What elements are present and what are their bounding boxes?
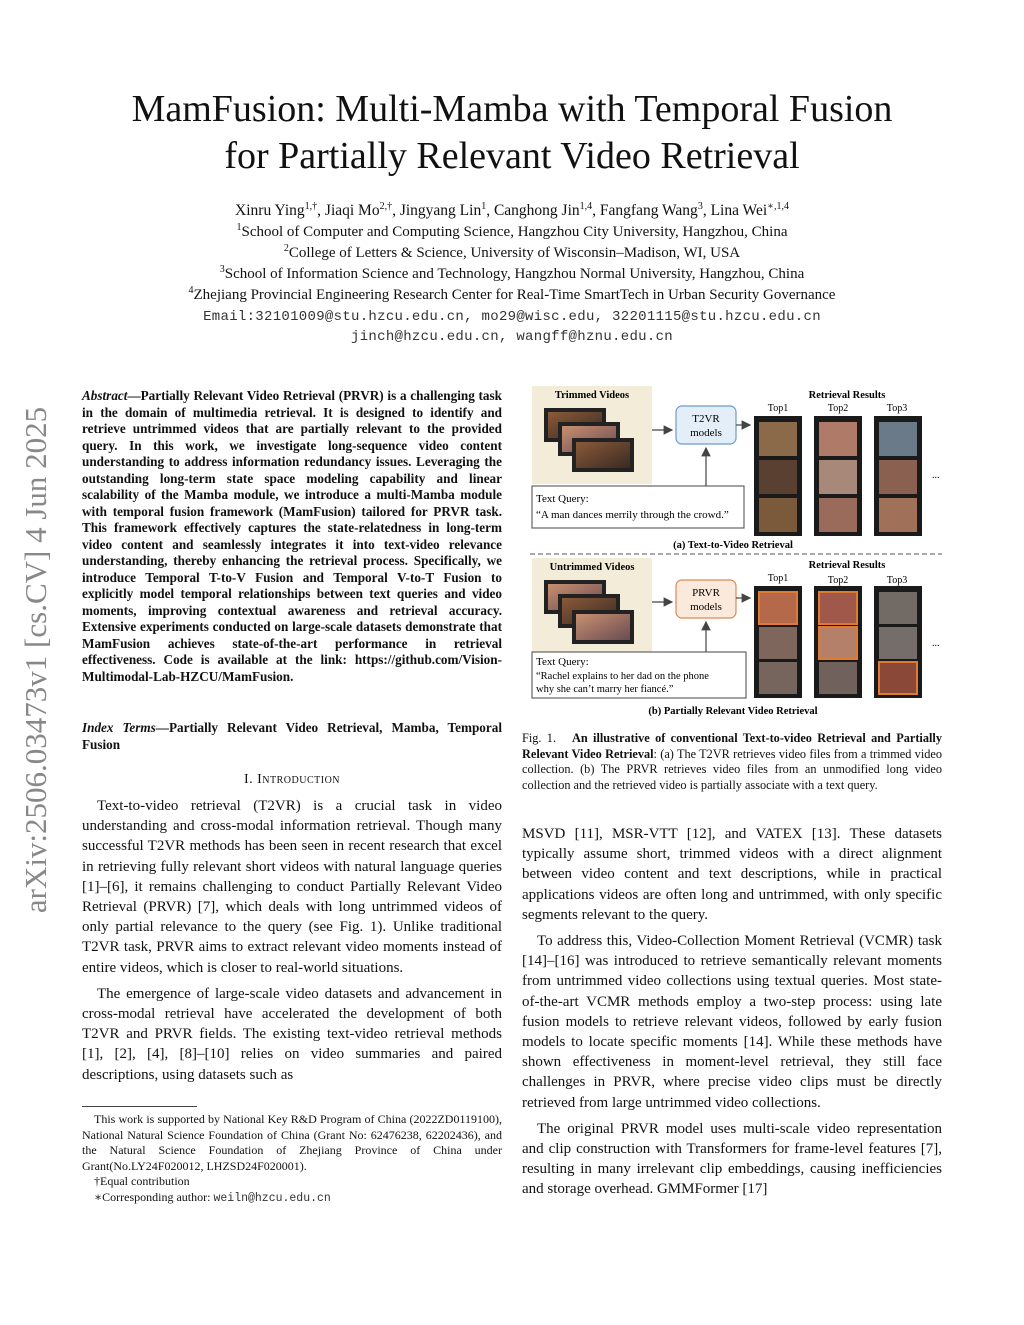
affiliation-3: $^3$School of Information Science and Technology, Hangzhou Normal University, Hangzhou, China [219, 264, 805, 282]
svg-text:Text Query:: Text Query: [536, 656, 589, 668]
corresponding-email: weiln@hzcu.edu.cn [213, 1191, 331, 1205]
top3-label-a: Top3 [886, 403, 908, 414]
author-list: Xinru Ying$^{1,\dagger}$, Jiaqi $Mo^{2,\dagger}$, Jingyang Lin$^1$, Canghong Jin$^{1,4}$, Fangfang Wang$^3$, Lina Wei$^{∗,1,4}$ [235, 201, 789, 219]
figure-1 [522, 380, 944, 720]
paragraph: Text-to-video retrieval (T2VR) is a crucial task in video understanding and cross-modal information retrieval. Though many successful T2VR methods has been seen in recent research that excel in retrieving fully relevant short videos with natural language queries [1]–[6], it remains challenging to conduct Partially Relevant Video Retrieval (PRVR) [7], which deals with long untrimmed videos of only partial relevance to the query (see Fig. 1). Unlike traditional T2VR task, PRVR aims to extract relevant video moments instead of entire videos, which is closer to real-world situations. [82, 798, 502, 976]
section-heading: I. Introduction [243, 772, 341, 787]
title-line-2: for Partially Relevant Video Retrieval [224, 135, 800, 177]
title-line-1: MamFusion: Multi-Mamba with Temporal Fusion [131, 88, 893, 130]
footnotes [82, 1112, 502, 1206]
paragraph: To address this, Video-Collection Moment Retrieval (VCMR) task [14]–[16] was introduced to retrieve semantically relevant moments from untrimmed video collections using textual queries. Most state-of-the-art VCMR methods employ a two-step process: using late fusion models to retrieve relevant videos, followed by early fusion models to locate specific moments [14]. While these methods have shown effectiveness in moment-level retrieval, they still face challenges in PRVR, where precise video clips must be directly retrieved from large untrimmed video collections. [522, 933, 942, 1111]
retrieval-results-label-b: Retrieval Results [808, 560, 886, 571]
right-column-body [522, 824, 942, 1206]
author: Canghong Jin$^{1,4}$ [493, 201, 593, 219]
paper-title [0, 86, 1024, 180]
trimmed-videos-label: Trimmed Videos [554, 390, 630, 401]
abstract [82, 388, 502, 685]
funding-note: This work is supported by National Key R&D Program of China (2022ZD0119100), National Natural Science Foundation of China (Grant No: 62476238, 62202436), and the Natural Science Foundation of Zhejiang Province of China under Grant(No.LY24F020012, LHZSD24F020001). [82, 1112, 502, 1173]
author: Xinru Ying$^{1,\dagger}$ [235, 201, 318, 219]
author: Jiaqi $Mo^{2,\dagger}$ [324, 201, 393, 219]
author: Lina Wei$^{∗,1,4}$ [710, 201, 789, 219]
paragraph: MSVD [11], MSR-VTT [12], and VATEX [13]. These datasets typically assume short, trimmed videos with a direct alignment between video content and text descriptions, while in practical applications videos are often long and untrimmed, with only specific segments relevant to the query. [522, 826, 942, 923]
svg-text:models: models [690, 427, 722, 439]
untrimmed-videos-label: Untrimmed Videos [549, 562, 635, 573]
result-filmstrips-b [754, 586, 922, 698]
result-filmstrips-a [754, 416, 922, 536]
affiliation-1: $^1$School of Computer and Computing Science, Hangzhou City University, Hangzhou, China [236, 222, 788, 240]
email-line-2: jinch@hzcu.edu.cn, wangff@hznu.edu.cn [351, 329, 673, 345]
author: Jingyang Lin$^1$ [399, 201, 487, 219]
arxiv-identifier: arXiv:2506.03473v1 [cs.CV] 4 Jun 2025 [18, 406, 53, 914]
svg-text:“A man dances merrily through: “A man dances merrily through the crowd.” [536, 509, 729, 521]
paragraph: The emergence of large-scale video datasets and advancement in cross-modal retrieval have accelerated the development of both T2VR and PRVR fields. The existing text-video retrieval methods [1], [2], [4], [8]–[10] relies on video summaries and paired descriptions, using datasets such as [82, 985, 502, 1083]
paragraph: The original PRVR model uses multi-scale video representation and clip construction with Transformers for frame-level features [7], resulting in many irrelevant clip embeddings, causing inefficiencies and storage overhead. GMMFormer [17] [522, 1120, 942, 1198]
left-column-body [82, 796, 502, 1091]
abstract-lead: Abstract [82, 388, 128, 403]
top1-label-b: Top1 [767, 573, 789, 584]
retrieval-results-label-a: Retrieval Results [808, 390, 886, 401]
footnote-rule [82, 1106, 197, 1107]
abstract-text: —Partially Relevant Video Retrieval (PRVR) is a challenging task in the domain of multimedia retrieval. It is designed to identify and retrieve untrimmed videos that are partially relevant to the provided query. In this work, we investigate long-sequence video content understanding to address information redundancy issues. Leveraging the outstanding long-term state space modeling capability and linear scalability of the Mamba module, we introduce a multi-Mamba module with temporal fusion framework (MamFusion) tailored for PRVR task. This framework effectively captures the state-relatedness in long-term video content and seamlessly integrates it into text-video relevance understanding, thereby enhancing the retrieval process. Specifically, we introduce Temporal T-to-V Fusion and Temporal V-to-T Fusion to explicitly model temporal relationships between text queries and video moments, improving contextual awareness and retrieval accuracy. Extensive experiments conducted on large-scale datasets demonstrate that MamFusion achieves state-of-the-art performance in retrieval effectiveness. Code is available at the link: https://github.com/Vision-Multimodal-Lab-HZCU/MamFusion. [82, 388, 502, 684]
top2-label-b: Top2 [827, 575, 849, 586]
svg-text:T2VR: T2VR [692, 413, 720, 425]
svg-text:Text Query:: Text Query: [536, 493, 589, 505]
affiliation-2: $^2$College of Letters & Science, University of Wisconsin–Madison, WI, USA [283, 243, 741, 261]
svg-text:...: ... [932, 638, 940, 649]
figure-1-diagram [522, 380, 944, 720]
corresponding-author-note: ∗Corresponding author: weiln@hzcu.edu.cn [94, 1189, 331, 1205]
svg-text:...: ... [932, 470, 940, 481]
author: Fangfang Wang$^3$ [599, 201, 703, 219]
index-terms-lead: Index Terms [82, 720, 156, 735]
svg-text:why she can’t marry her fiancé: why she can’t marry her fiancé.” [536, 684, 674, 695]
svg-text:“Rachel explains to her dad on: “Rachel explains to her dad on the phone [536, 671, 709, 682]
top1-label-a: Top1 [767, 403, 789, 414]
svg-text:models: models [690, 601, 722, 613]
index-terms-text: —Partially Relevant Video Retrieval, Mamba, Temporal Fusion [82, 720, 502, 752]
top3-label-b: Top3 [886, 575, 908, 586]
equal-contribution-note: †Equal contribution [94, 1174, 190, 1188]
figure-1-caption: Fig. 1. An illustrative of conventional Text-to-video Retrieval and Partially Relevant Video Retrieval: (a) The T2VR retrieves video files from a trimmed video collection. (b) The PRVR retrieves video files from an unmodified long video collection and the retrieved video is partially associate with a text query. [522, 731, 942, 792]
top2-label-a: Top2 [827, 403, 849, 414]
subcaption-b: (b) Partially Relevant Video Retrieval [648, 706, 818, 717]
subcaption-a: (a) Text-to-Video Retrieval [673, 540, 793, 551]
affiliation-4: $^4$Zhejiang Provincial Engineering Research Center for Real-Time SmartTech in Urban Security Governance [188, 285, 836, 303]
svg-text:PRVR: PRVR [692, 587, 720, 599]
index-terms [82, 720, 502, 753]
email-line-1: Email:32101009@stu.hzcu.edu.cn, mo29@wisc.edu, 32201115@stu.hzcu.edu.cn [203, 309, 821, 325]
